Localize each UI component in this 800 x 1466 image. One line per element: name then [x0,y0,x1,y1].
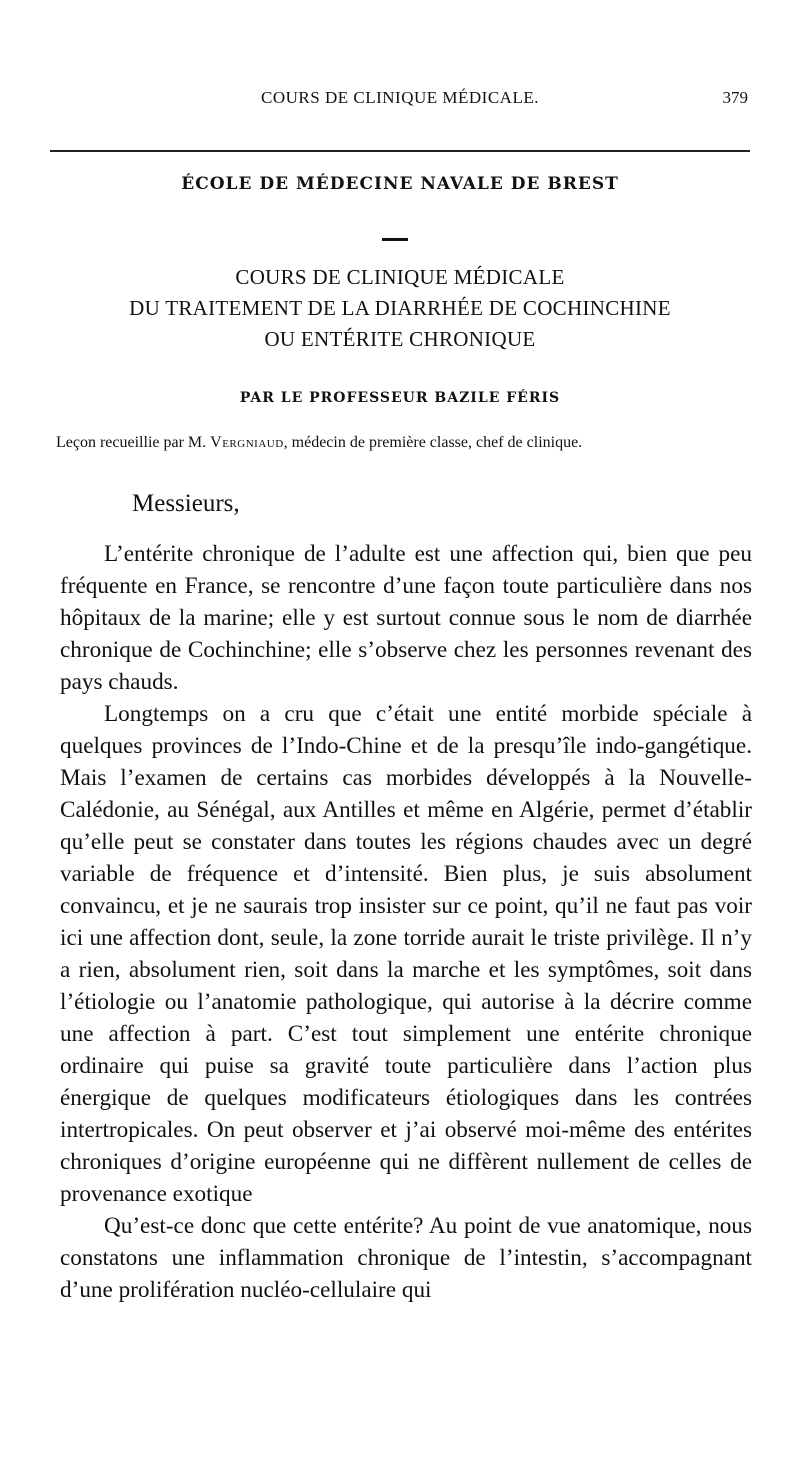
page-number: 379 [722,88,748,107]
paragraph: Longtemps on a cru que c’était une entité morbide spéciale à quelques provinces de l’Indo-Chine et de la presqu’île indo-gangétique. Mais l’examen de certains cas morbides développés à la Nouvelle-Calédonie, au Sénégal, aux Antilles et même en Algérie, permet d’établir qu’elle peut se constater dans toutes les régions chaudes avec un degré variable de fréquence et d’intensité. Bien plus, je suis absolument convaincu, et je ne saurais trop insister sur ce point, qu’il ne faut pas voir ici une affection dont, seule, la zone torride aurait le triste privilège. Il n’y a rien, absolument rien, soit dans la marche et les symptômes, soit dans l’étiologie ou l’anatomie pathologique, qui autorise à la décrire comme une affection à part. C’est tout simplement une entérite chronique ordinaire qui puise sa gravité toute particulière dans l’action plus énergique de quelques modificateurs étiologiques dans les contrées intertropicales. On peut observer et j’ai observé moi-même des entérites chroniques d’origine européenne qui ne diffèrent nullement de celles de provenance exotique [60,701,752,1207]
salutation: Messieurs, [132,490,240,517]
course-title-block [0,262,800,355]
professor-byline: PAR LE PROFESSEUR BAZILE FÉRIS [239,390,561,406]
recorder-name: Vergniaud [210,434,284,451]
header-rule [50,150,750,152]
lecture-credit-prefix: Leçon recueillie par M. [56,434,207,451]
course-title: COURS DE CLINIQUE MÉDICALE [235,265,565,289]
course-subtitle: DU TRAITEMENT DE LA DIARRHÉE DE COCHINCHINE [129,296,671,320]
running-head [0,88,800,112]
lecture-credit-suffix: , médecin de première classe, chef de clinique. [283,434,583,451]
running-title: COURS DE CLINIQUE MÉDICALE. [261,88,539,107]
course-subtitle-alt: OU ENTÉRITE CHRONIQUE [264,327,536,351]
school-title: ÉCOLE DE MÉDECINE NAVALE DE BREST [181,174,619,194]
lecture-credit [56,434,766,452]
paragraph: Qu’est-ce donc que cette entérite? Au point de vue anatomique, nous constatons une inflammation chronique de l’intestin, s’accompagnant d’une prolifération nucléo-cellulaire qui [60,1213,752,1303]
body-text [60,538,752,1306]
paragraph: L’entérite chronique de l’adulte est une affection qui, bien que peu fréquente en France, se rencontre d’une façon toute particulière dans nos hôpitaux de la marine; elle y est surtout connue sous le nom de diarrhée chronique de Cochinchine; elle s’observe chez les personnes revenant des pays chauds. [60,541,752,695]
title-separator [382,238,408,241]
